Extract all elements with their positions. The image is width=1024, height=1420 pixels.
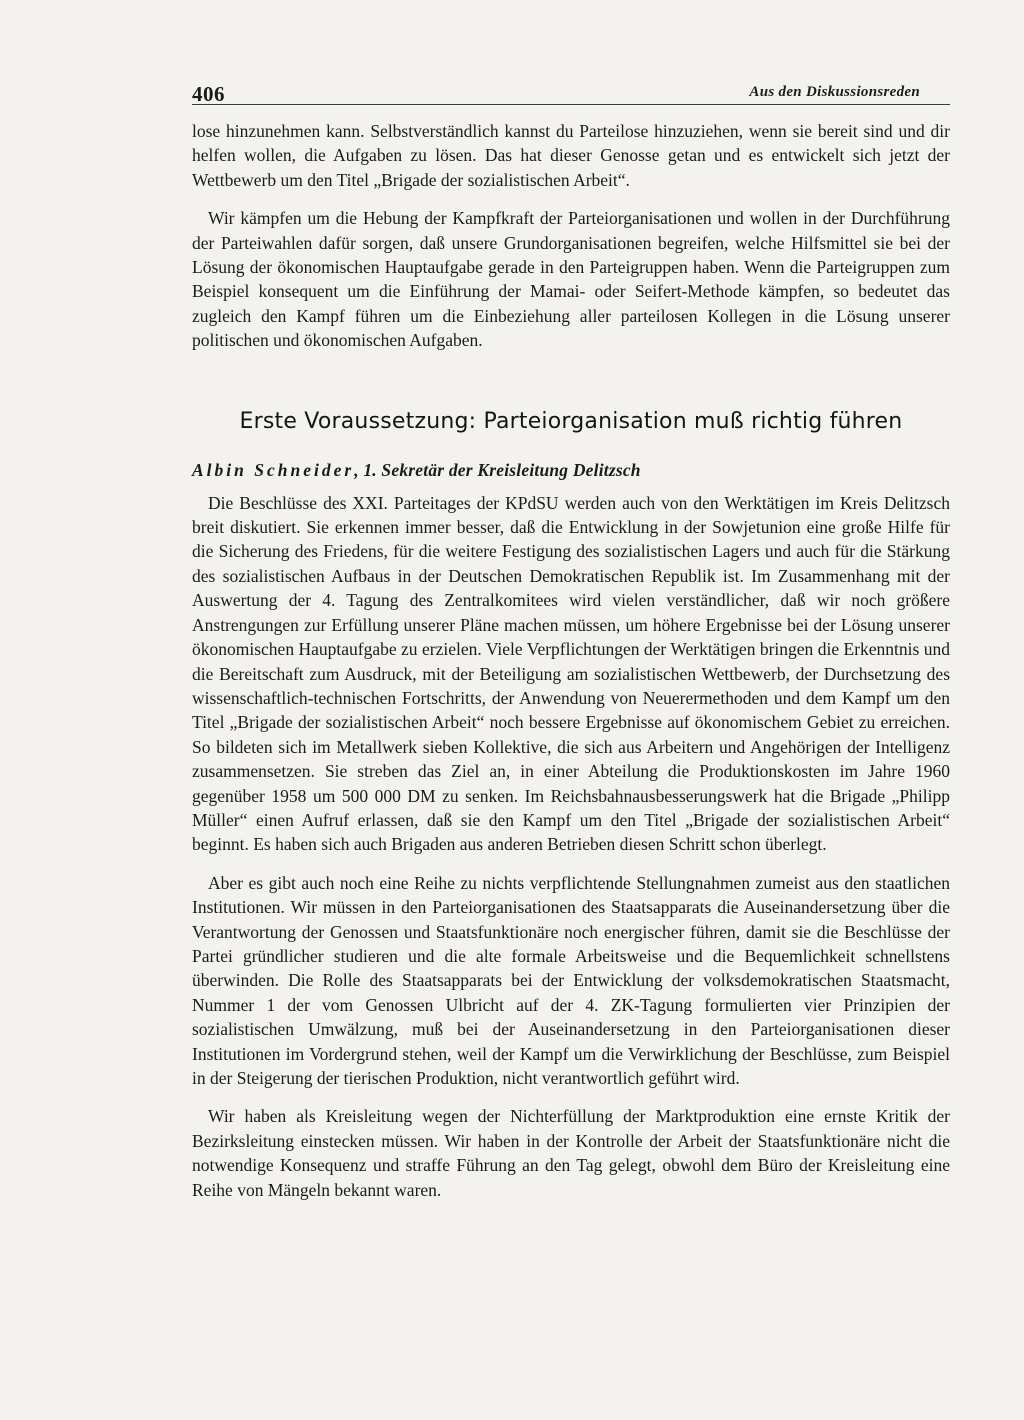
body-paragraph-3: Wir haben als Kreisleitung wegen der Nichterfüllung der Marktproduktion eine ernste Kritik der Bezirksleitung einstecken müssen. Wir haben in der Kontrolle der Arbeit der Staatsfunktionäre nicht die notwendige Konsequenz und straffe Führung an den Tag gelegt, obwohl dem Büro der Kreisleitung eine Reihe von Mängeln bekannt waren. — [192, 1106, 950, 1200]
intro-paragraph-2: Wir kämpfen um die Hebung der Kampfkraft der Parteiorganisationen und wollen in der Durchführung der Parteiwahlen dafür sorgen, daß unsere Grundorganisationen begreifen, welche Hilfsmittel sie bei der Lösung der ökonomischen Hauptaufgabe gerade in den Parteigruppen haben. Wenn die Parteigruppen zum Beispiel konsequent um die Einführung der Mamai- oder Seifert-Methode kämpfen, so bedeutet das zugleich den Kampf führen um die Einbeziehung aller parteilosen Kollegen in die Lösung unserer politischen und ökonomischen Aufgaben. — [192, 208, 950, 351]
page-number: 406 — [192, 82, 225, 106]
speaker-name: Albin Schneider — [192, 459, 355, 480]
speaker-line — [192, 460, 950, 481]
body-paragraph-1: Die Beschlüsse des XXI. Parteitages der KPdSU werden auch von den Werktätigen im Kreis Delitzsch breit diskutiert. Sie erkennen immer besser, daß die Entwicklung in der Sowjetunion eine große Hilfe für die Sicherung des Friedens, für die weitere Festigung des sozialistischen Lagers und auch für die Stärkung des sozialistischen Aufbaus in der Deutschen Demokratischen Republik ist. Im Zusammenhang mit der Auswertung der 4. Tagung des Zentralkomitees wird vielen verständlicher, daß wir noch größere Anstrengungen zur Erfüllung unserer Pläne machen müssen, um höhere Ergebnisse bei der Lösung unserer ökonomischen Hauptaufgabe zu erzielen. Viele Verpflichtungen der Werktätigen bringen die Erkenntnis und die Bereitschaft zum Ausdruck, mit der Beteiligung am sozialistischen Wettbewerb, der Durchsetzung des wissenschaftlich-technischen Fortschritts, der Anwendung von Neuerermethoden und dem Kampf um den Titel „Brigade der sozialistischen Arbeit“ noch bessere Ergebnisse auf ökonomischem Gebiet zu erreichen. So bildeten sich im Metallwerk sieben Kollektive, die sich aus Arbeitern und Angehörigen der Intelligenz zusammensetzen. Sie streben das Ziel an, in einer Abteilung die Produktionskosten im Jahre 1960 gegenüber 1958 um 500 000 DM zu senken. Im Reichsbahnausbesserungswerk hat die Brigade „Philipp Müller“ einen Aufruf erlassen, daß sie den Kampf um den Titel „Brigade der sozialistischen Arbeit“ beginnt. Es haben sich auch Brigaden aus anderen Betrieben diesen Schritt schon überlegt. — [192, 492, 950, 855]
book-page — [192, 78, 950, 1216]
section-heading: Erste Voraussetzung: Parteiorganisation muß richtig führen — [239, 408, 903, 434]
page-header — [192, 78, 950, 105]
intro-paragraph-1: lose hinzunehmen kann. Selbstverständlich kannst du Parteilose hinzuziehen, wenn sie bereit sind und dir helfen wollen, die Aufgaben zu lösen. Das hat dieser Genosse getan und es entwickelt sich jetzt der Wettbewerb um den Titel „Brigade der sozialistischen Arbeit“. — [192, 121, 950, 190]
body-paragraph-2: Aber es gibt auch noch eine Reihe zu nichts verpflichtende Stellungnahmen zumeist aus den staatlichen Institutionen. Wir müssen in den Parteiorganisationen des Staatsapparats die Auseinandersetzung über die Verantwortung der Genossen und Staatsfunktionäre noch energischer führen, damit sie die Beschlüsse der Partei gründlicher studieren und die alte formale Arbeitsweise und die Bequemlichkeit schnellstens überwinden. Die Rolle des Staatsapparats bei der Entwicklung der volksdemokratischen Staatsmacht, Nummer 1 der vom Genossen Ulbricht auf der 4. ZK-Tagung formulierten vier Prinzipien der sozialistischen Umwälzung, muß bei der Auseinandersetzung in den Parteiorganisationen dieser Institutionen im Vordergrund stehen, weil der Kampf um die Verwirklichung der Beschlüsse, zum Beispiel in der Steigerung der tierischen Produktion, nicht verantwortlich geführt wird. — [192, 872, 950, 1088]
running-title: Aus den Diskussionsreden — [749, 84, 920, 100]
speaker-role: , 1. Sekretär der Kreisleitung Delitzsch — [354, 459, 641, 480]
